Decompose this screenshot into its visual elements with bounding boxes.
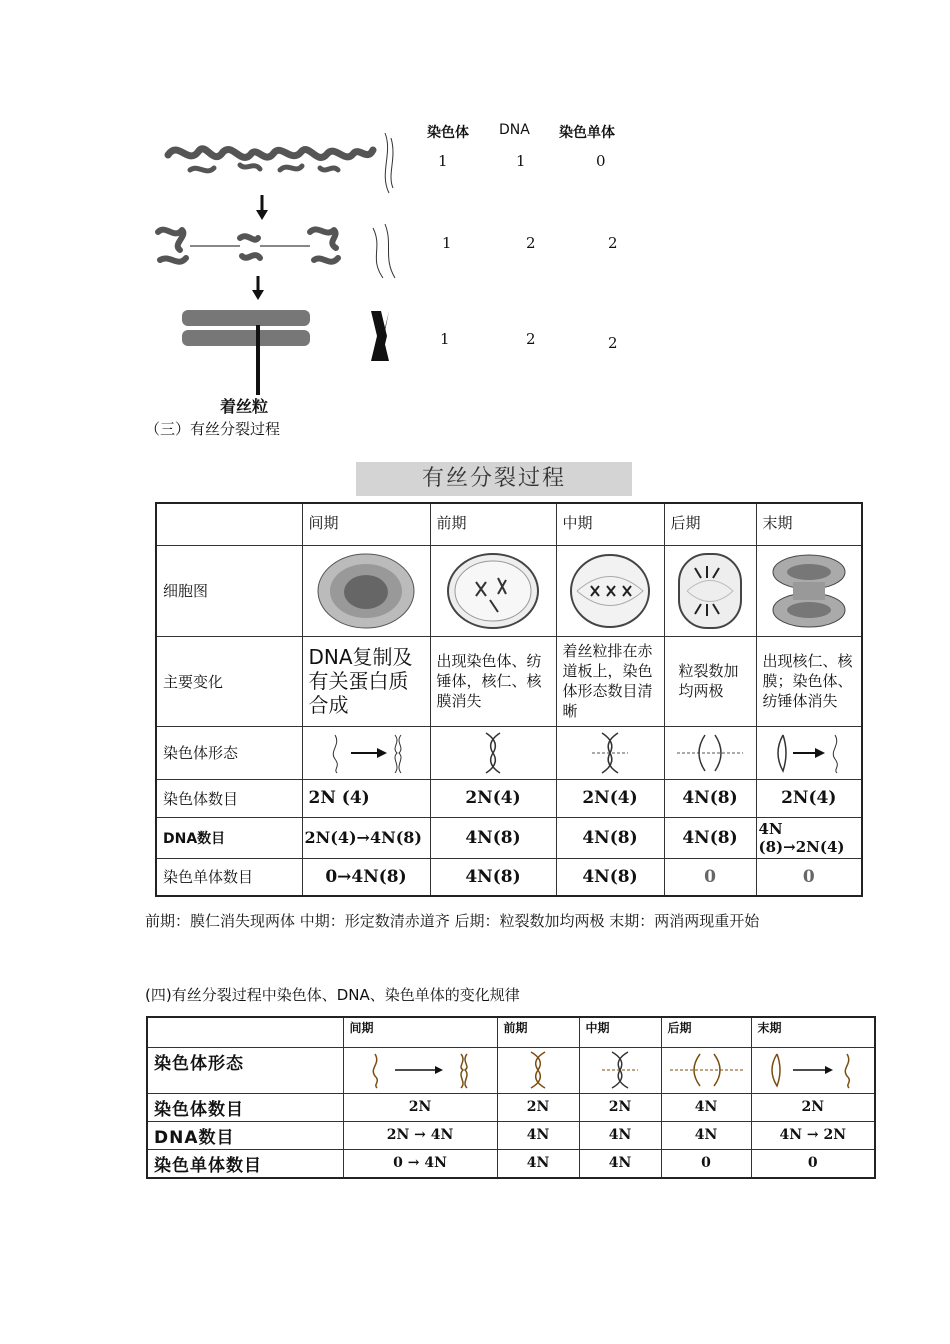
t2-dna-count-metaphase: 4N xyxy=(579,1121,661,1149)
table1-header-prophase: 前期 xyxy=(430,503,556,545)
dna-count-metaphase: 4N(8) xyxy=(556,817,664,858)
chromatid-count-metaphase: 4N(8) xyxy=(556,858,664,896)
change-anaphase: 粒裂数加均两极 xyxy=(664,636,756,726)
t2-dna-count-interphase: 2N → 4N xyxy=(343,1121,497,1149)
shape-prophase xyxy=(430,726,556,779)
cell-image-metaphase xyxy=(556,545,664,636)
chromatid-count-prophase: 4N(8) xyxy=(430,858,556,896)
t2-dna-count-prophase: 4N xyxy=(497,1121,579,1149)
t2-chromosome-count-prophase: 2N xyxy=(497,1093,579,1121)
table2-header-prophase: 前期 xyxy=(497,1017,579,1047)
t2-chromatid-count-anaphase: 0 xyxy=(661,1149,751,1178)
row-label-chromosome-shape: 染色体形态 xyxy=(156,726,302,779)
shape-metaphase xyxy=(556,726,664,779)
table2-header-anaphase: 后期 xyxy=(661,1017,751,1047)
table1-header-metaphase: 中期 xyxy=(556,503,664,545)
t2-label-chromatid-count: 染色单体数目 xyxy=(147,1149,343,1178)
chromatid-count-interphase: 0→4N(8) xyxy=(302,858,430,896)
t2-dna-count-telophase: 4N → 2N xyxy=(751,1121,875,1149)
table2-header-interphase: 间期 xyxy=(343,1017,497,1047)
dna-count-prophase: 4N(8) xyxy=(430,817,556,858)
t2-chromosome-count-interphase: 2N xyxy=(343,1093,497,1121)
change-prophase: 出现染色体、纺锤体，核仁、核膜消失 xyxy=(430,636,556,726)
change-metaphase: 着丝粒排在赤道板上，染色体形态数目清晰 xyxy=(556,636,664,726)
dna-count-interphase: 2N(4)→4N(8) xyxy=(302,817,430,858)
t2-chromatid-count-interphase: 0 → 4N xyxy=(343,1149,497,1178)
dna-count-anaphase: 4N(8) xyxy=(664,817,756,858)
table2-corner xyxy=(147,1017,343,1047)
change-interphase: DNA复制及有关蛋白质合成 xyxy=(302,636,430,726)
t2-chromosome-count-telophase: 2N xyxy=(751,1093,875,1121)
t2-chromatid-count-telophase: 0 xyxy=(751,1149,875,1178)
table2-header-metaphase: 中期 xyxy=(579,1017,661,1047)
side-chromosome-sketches xyxy=(365,128,415,368)
t2-shape-interphase xyxy=(343,1047,497,1093)
t2-label-chromosome-shape: 染色体形态 xyxy=(147,1047,343,1093)
section3-title: （三）有丝分裂过程 xyxy=(145,420,281,438)
header-chromatid: 染色单体 xyxy=(559,125,615,141)
chromosome-count-telophase: 2N(4) xyxy=(756,779,862,817)
section4-title: (四)有丝分裂过程中染色体、DNA、染色单体的变化规律 xyxy=(145,986,520,1004)
row-label-main-changes: 主要变化 xyxy=(156,636,302,726)
mitosis-table xyxy=(155,502,863,897)
cell-image-interphase xyxy=(302,545,430,636)
header-dna: DNA xyxy=(499,122,530,138)
table1-corner xyxy=(156,503,302,545)
chromosome-count-anaphase: 4N(8) xyxy=(664,779,756,817)
t2-chromosome-count-anaphase: 4N xyxy=(661,1093,751,1121)
table1-header-anaphase: 后期 xyxy=(664,503,756,545)
t2-dna-count-anaphase: 4N xyxy=(661,1121,751,1149)
chromosome-count-metaphase: 2N(4) xyxy=(556,779,664,817)
header-chromosome: 染色体 xyxy=(427,125,469,141)
shape-telophase xyxy=(756,726,862,779)
t2-shape-telophase xyxy=(751,1047,875,1093)
dna-count-telophase: 4N (8)→2N(4) xyxy=(756,817,862,858)
table2-header-telophase: 末期 xyxy=(751,1017,875,1047)
chromosome-count-interphase: 2N (4) xyxy=(302,779,430,817)
row-label-cell-image: 细胞图 xyxy=(156,545,302,636)
t2-chromosome-count-metaphase: 2N xyxy=(579,1093,661,1121)
mitosis-summary-table xyxy=(146,1016,876,1179)
table1-header-telophase: 末期 xyxy=(756,503,862,545)
t2-shape-metaphase xyxy=(579,1047,661,1093)
shape-interphase xyxy=(302,726,430,779)
mnemonic-text: 前期：膜仁消失现两体 中期：形定数清赤道齐 后期：粒裂数加均两极 末期：两消两现重开始 xyxy=(145,912,760,930)
chromosome-count-prophase: 2N(4) xyxy=(430,779,556,817)
centromere-label: 着丝粒 xyxy=(220,397,269,416)
change-telophase: 出现核仁、核膜；染色体、纺锤体消失 xyxy=(756,636,862,726)
t2-label-chromosome-count: 染色体数目 xyxy=(147,1093,343,1121)
t2-chromatid-count-prophase: 4N xyxy=(497,1149,579,1178)
cell-image-telophase xyxy=(756,545,862,636)
row-label-dna-count: DNA数目 xyxy=(156,817,302,858)
table1-header-interphase: 间期 xyxy=(302,503,430,545)
t2-chromatid-count-metaphase: 4N xyxy=(579,1149,661,1178)
t2-shape-prophase xyxy=(497,1047,579,1093)
t2-shape-anaphase xyxy=(661,1047,751,1093)
row-label-chromosome-count: 染色体数目 xyxy=(156,779,302,817)
chromatid-count-telophase: 0 xyxy=(756,858,862,896)
chromatin-strand xyxy=(168,149,373,158)
cell-image-prophase xyxy=(430,545,556,636)
chromatid-count-anaphase: 0 xyxy=(664,858,756,896)
row-label-chromatid-count: 染色单体数目 xyxy=(156,858,302,896)
t2-label-dna-count: DNA数目 xyxy=(147,1121,343,1149)
shape-anaphase xyxy=(664,726,756,779)
banner-title: 有丝分裂过程 xyxy=(356,462,632,496)
cell-image-anaphase xyxy=(664,545,756,636)
